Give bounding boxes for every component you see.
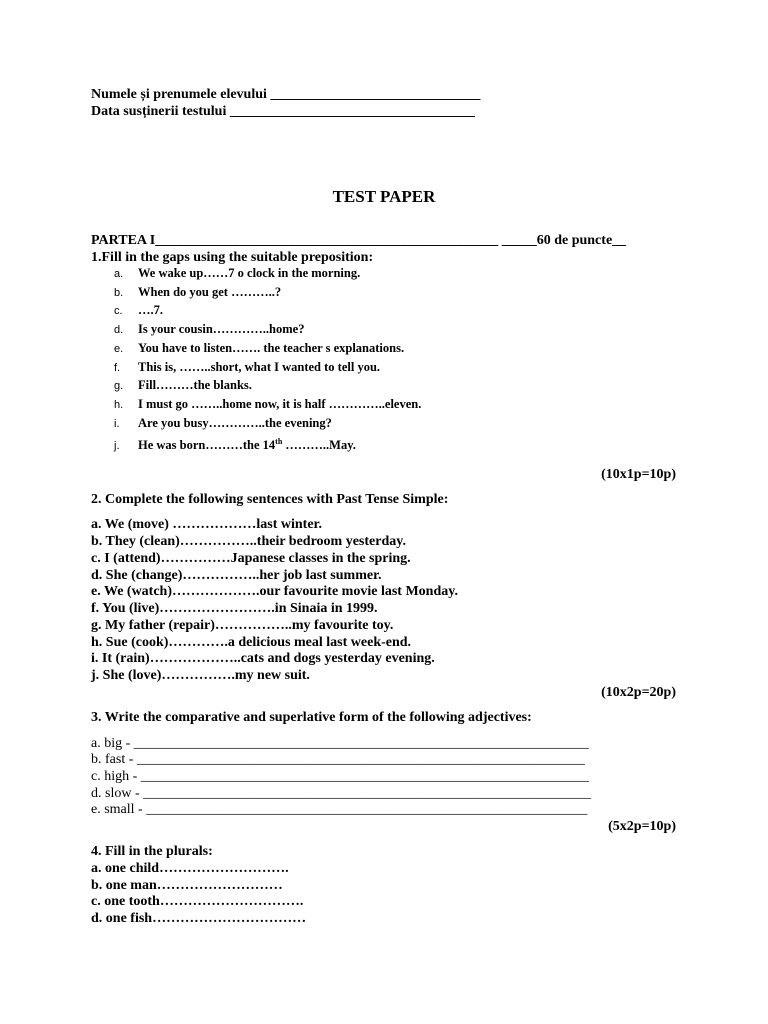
ex2-score: (10x2p=20p): [601, 685, 676, 700]
adjective-item: d. slow - ________________________________________________________________: [91, 786, 592, 801]
list-item-text: I must go ……..home now, it is half …………..eleven.: [138, 397, 422, 411]
list-item-text: ….7.: [138, 303, 163, 317]
adjective-item: a. big - _________________________________________________________________: [91, 736, 589, 751]
student-name-line: Numele și prenumele elevului ______________________________: [91, 87, 481, 102]
list-item: [114, 416, 332, 432]
sentence-item: c. I (attend)……………Japanese classes in the spring.: [91, 551, 411, 566]
list-item-letter: a.: [114, 268, 124, 280]
list-item-letter: e.: [114, 343, 124, 355]
list-item-letter: c.: [114, 305, 123, 317]
sentence-item: a. We (move) ………………last winter.: [91, 517, 322, 532]
list-item-text: When do you get ………..?: [138, 285, 282, 299]
list-item: [114, 434, 356, 454]
list-item: [114, 378, 252, 394]
list-item: [114, 266, 360, 282]
list-item-text: We wake up……7 o clock in the morning.: [138, 266, 361, 280]
page-title: TEST PAPER: [332, 187, 436, 206]
ex3-heading: 3. Write the comparative and superlative form of the following adjectives:: [91, 710, 532, 725]
plural-item: a. one child……………………….: [91, 861, 289, 876]
list-item-text-b: ………..May.: [282, 438, 356, 453]
ex4-heading: 4. Fill in the plurals:: [91, 844, 213, 859]
ex1-heading: 1.Fill in the gaps using the suitable preposition:: [91, 250, 374, 265]
list-item-text: You have to listen……. the teacher s explanations.: [138, 341, 405, 355]
sentence-item: i. It (rain)………………..cats and dogs yesterday evening.: [91, 651, 435, 666]
list-item-text: Fill………the blanks.: [138, 378, 252, 392]
ordinal-suffix: th: [275, 437, 283, 446]
list-item-text: This is, ……..short, what I wanted to tell you.: [138, 360, 381, 374]
list-item: [114, 303, 163, 319]
list-item-text: Is your cousin…………..home?: [138, 322, 305, 336]
list-item-letter: d.: [114, 324, 124, 336]
list-item-letter: g.: [114, 380, 124, 392]
ex1-score: (10x1p=10p): [601, 467, 676, 482]
list-item-text: Are you busy…………..the evening?: [138, 416, 332, 430]
sentence-item: e. We (watch)……………….our favourite movie last Monday.: [91, 584, 458, 599]
ex3-score: (5x2p=10p): [608, 819, 676, 834]
sentence-item: d. She (change)……………..her job last summer.: [91, 568, 382, 583]
list-item-letter: i.: [114, 418, 120, 430]
list-item: [114, 322, 304, 338]
ex2-heading: 2. Complete the following sentences with Past Tense Simple:: [91, 492, 449, 507]
list-item-text-a: He was born………the 14: [138, 438, 276, 453]
sentence-item: b. They (clean)……………..their bedroom yesterday.: [91, 534, 406, 549]
sentence-item: g. My father (repair)……………..my favourite toy.: [91, 618, 394, 633]
sentence-item: h. Sue (cook)………….a delicious meal last week-end.: [91, 635, 412, 650]
adjective-item: b. fast - ________________________________________________________________: [91, 752, 585, 767]
sentence-item: j. She (love)…………….my new suit.: [91, 668, 310, 683]
adjective-item: c. high - ________________________________________________________________: [91, 769, 589, 784]
sentence-item: f. You (live)…………………….in Sinaia in 1999.: [91, 601, 378, 616]
test-date-line: Data susținerii testului ___________________________________: [91, 104, 475, 119]
plural-item: c. one tooth………………………….: [91, 894, 304, 909]
list-item: [114, 341, 404, 357]
list-item-letter: f.: [114, 362, 121, 374]
list-item: [114, 285, 281, 301]
list-item-letter: b.: [114, 287, 124, 299]
part1-label: PARTEA I_________________________________________________ _____60 de puncte__: [91, 233, 627, 248]
list-item-letter: h.: [114, 399, 124, 411]
list-item-letter: j.: [114, 440, 120, 453]
list-item: [114, 397, 421, 413]
plural-item: b. one man………………………: [91, 878, 283, 893]
adjective-item: e. small - _______________________________________________________________: [91, 802, 588, 817]
list-item: [114, 360, 380, 376]
plural-item: d. one fish……………………………: [91, 911, 307, 926]
